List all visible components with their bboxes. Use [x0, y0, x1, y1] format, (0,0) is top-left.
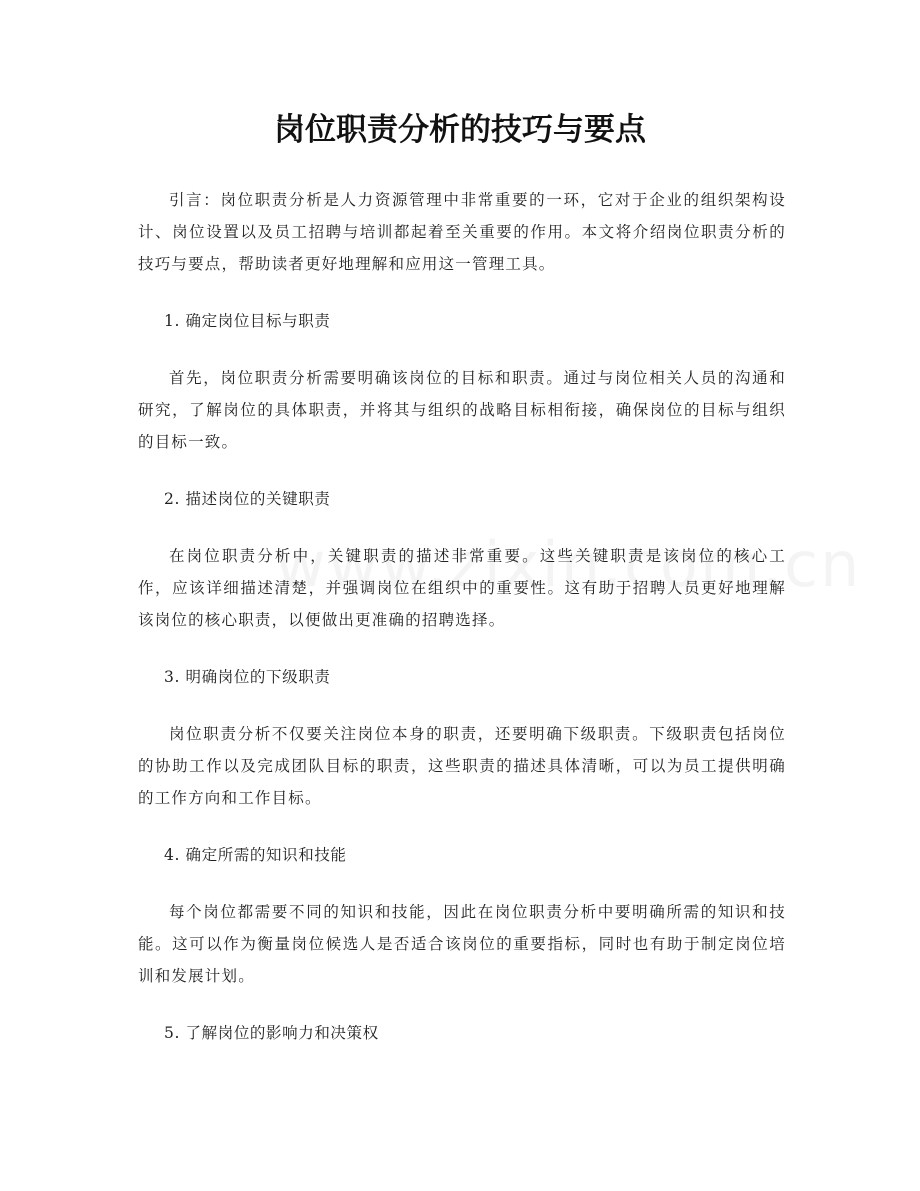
section-heading-2: 2. 描述岗位的关键职责: [164, 490, 331, 508]
document-body: [138, 184, 786, 1074]
section-heading-4: 4. 确定所需的知识和技能: [164, 846, 347, 864]
section-paragraph-1: 首先，岗位职责分析需要明确该岗位的目标和职责。通过与岗位相关人员的沟通和研究，了解岗位的具体职责，并将其与组织的战略目标相衔接，确保岗位的目标与组织的目标一致。: [138, 369, 786, 451]
section-heading-5: 5. 了解岗位的影响力和决策权: [164, 1024, 379, 1042]
section-paragraph-2: 在岗位职责分析中，关键职责的描述非常重要。这些关键职责是该岗位的核心工作，应该详细描述清楚，并强调岗位在组织中的重要性。这有助于招聘人员更好地理解该岗位的核心职责，以便做出更准确的招聘选择。: [138, 547, 786, 629]
section-heading-1: 1. 确定岗位目标与职责: [164, 312, 331, 330]
section-paragraph-4: 每个岗位都需要不同的知识和技能，因此在岗位职责分析中要明确所需的知识和技能。这可以作为衡量岗位候选人是否适合该岗位的重要指标，同时也有助于制定岗位培训和发展计划。: [138, 903, 786, 985]
intro-paragraph: 引言：岗位职责分析是人力资源管理中非常重要的一环，它对于企业的组织架构设计、岗位设置以及员工招聘与培训都起着至关重要的作用。本文将介绍岗位职责分析的技巧与要点，帮助读者更好地理解和应用这一管理工具。: [138, 191, 786, 273]
section-paragraph-3: 岗位职责分析不仅要关注岗位本身的职责，还要明确下级职责。下级职责包括岗位的协助工作以及完成团队目标的职责，这些职责的描述具体清晰，可以为员工提供明确的工作方向和工作目标。: [138, 725, 786, 807]
document-title: 岗位职责分析的技巧与要点: [274, 112, 646, 148]
section-heading-3: 3. 明确岗位的下级职责: [164, 668, 331, 686]
